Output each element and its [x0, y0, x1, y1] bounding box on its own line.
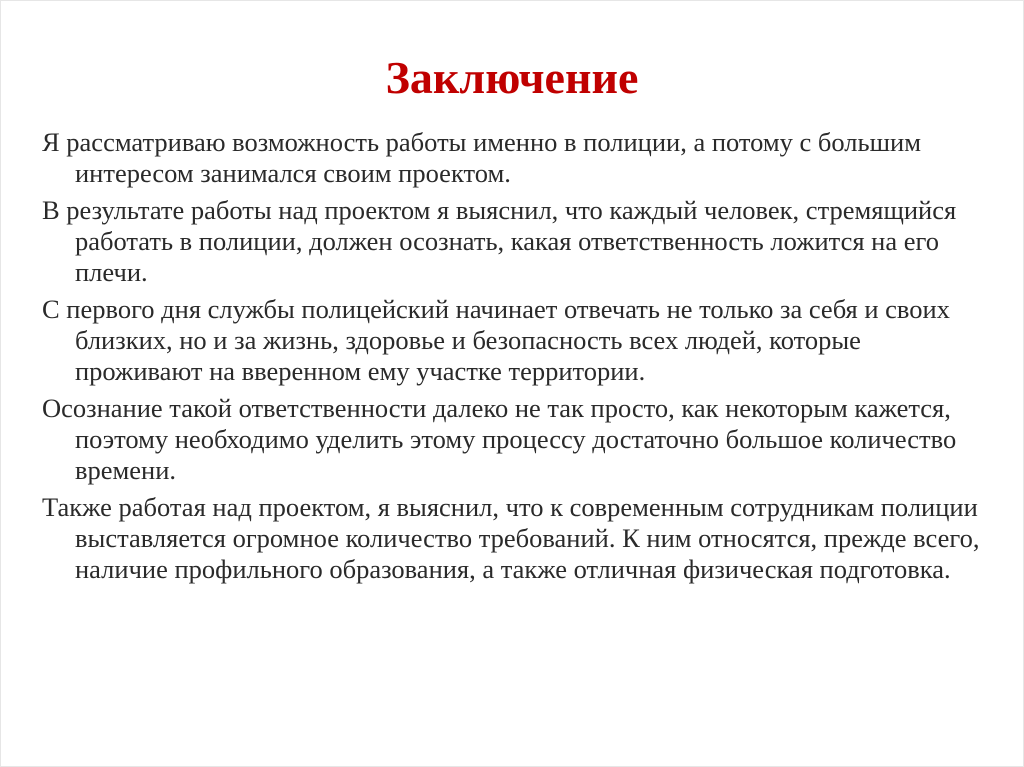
slide-title: Заключение	[385, 52, 639, 103]
paragraph-1-text: Я рассматриваю возможность работы именно в полиции, а потому с большим интересом занимался своим проектом.	[42, 127, 921, 188]
paragraph-3	[42, 294, 992, 387]
paragraph-4	[42, 393, 992, 486]
slide-body	[42, 127, 992, 591]
paragraph-3-text: С первого дня службы полицейский начинает отвечать не только за себя и своих близких, но и за жизнь, здоровье и безопасность всех людей, которые проживают на вверенном ему участке территории.	[42, 294, 950, 386]
paragraph-4-text: Осознание такой ответственности далеко не так просто, как некоторым кажется, поэтому необходимо уделить этому процессу достаточно большое количество времени.	[42, 393, 957, 485]
paragraph-2	[42, 195, 992, 288]
paragraph-5	[42, 492, 992, 585]
paragraph-2-text: В результате работы над проектом я выяснил, что каждый человек, стремящийся работать в полиции, должен осознать, какая ответственность ложится на его плечи.	[42, 195, 957, 287]
paragraph-1	[42, 127, 992, 189]
paragraph-5-text: Также работая над проектом, я выяснил, что к современным сотрудникам полиции выставляется огромное количество требований. К ним относятся, прежде всего, наличие профильного образования, а также отличная физическая подготовка.	[42, 492, 980, 584]
